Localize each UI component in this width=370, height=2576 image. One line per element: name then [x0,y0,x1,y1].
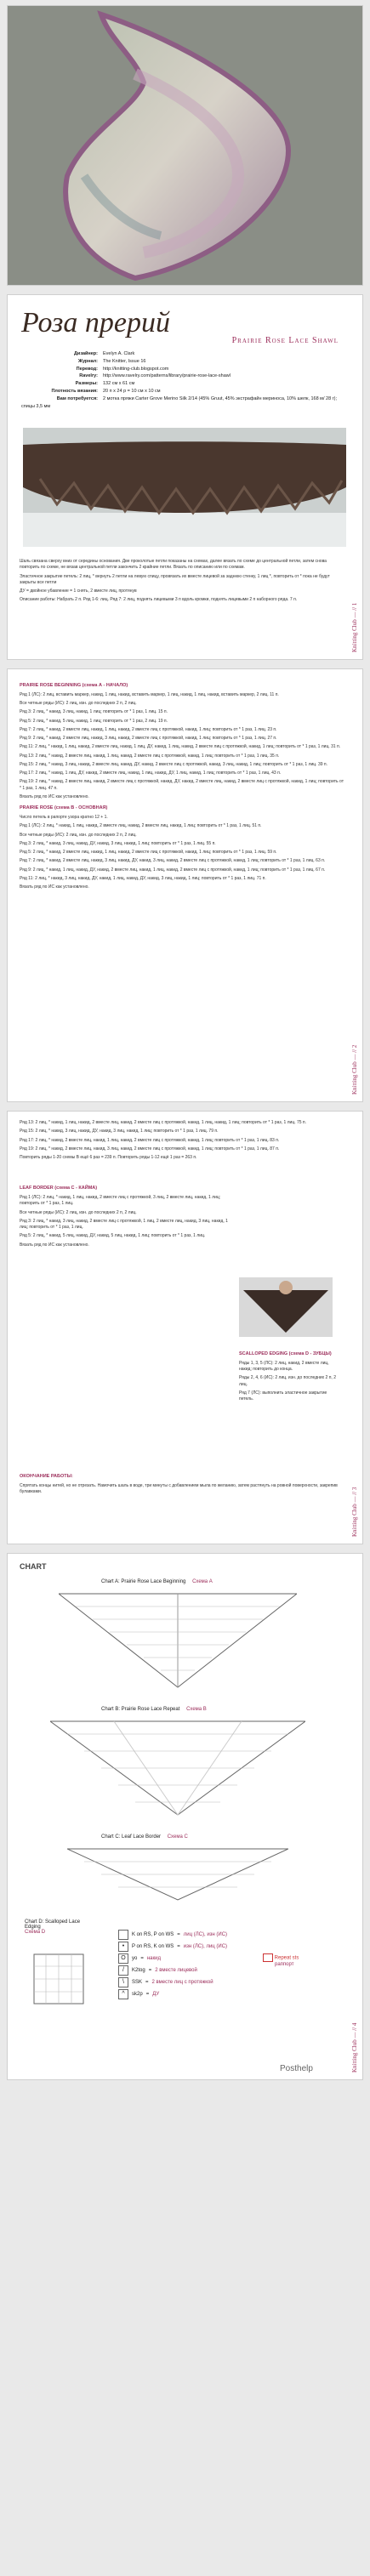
legend-equals: = [140,1956,144,1961]
chart-c-en: Chart C: Leaf Lace Border [101,1834,162,1840]
instruction-line: Ряд 13: 2 лиц, * накид, 1 лиц, накид, 2 вместе лиц, накид, 2 вместе лиц с протяжкой, накид, 1 лиц, накид, 1 лиц; повторить от * 1 раз, 1 лиц. 75 п. [20,1120,307,1125]
page-footer-3: Knitting Club — // 2 [351,1044,358,1095]
finishing-body [8,1460,363,1506]
legend-equals: = [148,1968,152,1973]
legend-row [118,1942,339,1952]
chart-b-grid [50,1717,305,1819]
instruction-line: Ряд 7: 2 лиц, * накид, 2 вместе лиц, накид, 1 лиц, накид, 2 вместе лиц с протяжкой, накид, 1 лиц; повторить от * 1 раз, 1 лиц. 23 п. [20,726,277,732]
instruction-line: Ряд 19: 2 лиц, * накид, 2 вместе лиц, накид, 2 вместе лиц с протяжкой, накид, ДУ, накид, 2 вместе лиц, накид, 2 вместе лиц с протяжкой, накид, 1 лиц; повторить от * 1 раз, 1 лиц. 47 п. [20,779,344,791]
legend-text: K on RS, P on WS [132,1932,174,1937]
page-footer-2: Knitting Club — // 1 [351,602,358,652]
meta-value: Evelyn A. Clark [103,351,135,356]
repeat-box-icon [263,1953,273,1962]
title-ru: Роза прерий [21,307,170,338]
meta-row [21,358,349,366]
meta-value: The Knitter, Issue 16 [103,358,146,364]
model-photo [239,1277,333,1337]
legend-symbol-icon: \ [118,1977,128,1987]
chart-b-ru: Схема В [186,1707,207,1712]
instruction-line: Ряды 1, 3, 5 (ЛС): 2 лиц, накид, 2 вместе лиц, накид; повторить до конца. [239,1360,329,1373]
chart-d-label [25,1919,84,1935]
instruction-line: Все четные ряды (ИС): 2 лиц, изн. до последних 2 п, 2 лиц. [20,832,137,838]
meta-row [21,395,349,411]
instruction-line: Ряд 17: 2 лиц, * накид, 2 вместе лиц, накид, 1 лиц, накид, 2 вместе лиц с протяжкой, накид, 1 лиц; повторить от * 1 раз, 1 лиц. 83 п. [20,1137,280,1143]
instruction-line: Ряд 5: 2 лиц, * накид, 5 лиц, накид, 1 лиц; повторить от * 1 раз, 2 лиц. 19 п. [20,718,168,724]
shawl-on-railing-photo [23,428,346,547]
instruction-line: Ряд 9: 2 лиц, * накид, 1 лиц, накид, ДУ, накид, 2 вместе лиц, накид, 1 лиц, накид, 2 вместе лиц с протяжкой, накид, 1 лиц; повторить от * 1 раз, 1 лиц. 67 п. [20,867,326,873]
charts-page [7,1553,363,2080]
instruction-line: Ряд 15: 2 лиц, * накид, 3 лиц, накид, ДУ, накид, 3 лиц, накид, 1 лиц; повторить от * 1 раз, 1 лиц. 79 п. [20,1129,219,1134]
shawl-photo [8,6,363,286]
legend-symbol-icon: • [118,1942,128,1952]
shawl-photo-card [7,5,363,286]
instructions-page-1 [7,668,363,1102]
legend-text-ru: ДУ [152,1992,160,1997]
instructions-body-1 [8,669,362,901]
repeat-ru: раппорт [275,1962,294,1967]
meta-key: Вам потребуется: [56,395,98,401]
legend-symbol-icon: O [118,1953,128,1964]
repeat-key [263,1953,299,1967]
instruction-line: Ряд 1 (ЛС): 2 лиц, * накид, 1 лиц, накид, 2 вместе лиц с протяжкой, 3 лиц, 2 вместе лиц, накид, 1 лиц; повторить от * 1 раз, 1 лиц. [20,1195,221,1207]
instruction-line: Ряд 1 (ЛС): 2 лиц, вставить маркер, накид, 1 лиц, накид, вставить маркер, 1 лиц, накид, 1 лиц, накид, вставить маркер, 2 лиц. 11 п. [20,691,279,697]
legend-text-ru: изн (ЛС), лиц (ИС) [183,1944,228,1949]
instruction-line: Ряд 5: 2 лиц, * накид, 2 вместе лиц, накид, 1 лиц, накид, 2 вместе лиц с протяжкой, накид, 1 лиц; повторить от * 1 раз, 1 лиц. 59 п. [20,850,277,856]
chart-a-en: Chart A: Prairie Rose Lace Beginning [101,1579,186,1584]
instruction-line: Все четные ряды (ИС): 2 лиц, изн. до последних 2 п, 2 лиц. [20,1209,137,1215]
meta-list [21,350,349,410]
legend-text: SSK [132,1980,143,1985]
legend-equals: = [145,1980,149,1985]
meta-key: Плотность вязания: [51,388,98,394]
chart-a-grid [59,1589,297,1692]
instruction-line: Спрятать концы нитей, но не отрезать. Намочить шаль в воде, три минуты с добавлением мыла по желанию, затем растянуть на ровной поверхности, закрепив булавками. [20,1482,338,1495]
chart-a-label [101,1579,213,1584]
section-heading: ОКОНЧАНИЕ РАБОТЫ: [20,1474,73,1479]
meta-key: Перевод: [76,366,98,372]
chart-b-label [101,1707,207,1712]
meta-key: Ravelry: [79,373,98,379]
instruction-line: Ряд 3: 2 лиц, * накид, 3 лиц, накид, ДУ, накид, 3 лиц, накид, 1 лиц; повторить от * 1 раз, 1 лиц. 55 п. [20,840,216,846]
legend-text: sk2p [132,1992,143,1997]
section-heading: SCALLOPED EDGING (схема D - ЗУБЦЫ) [239,1351,332,1356]
title-en: Prairie Rose Lace Shawl [231,336,339,345]
legend-text: K2tog [132,1968,145,1973]
meta-row [21,372,349,380]
chart-b-en: Chart B: Prairie Rose Lace Repeat [101,1707,180,1712]
legend-row [118,1977,339,1987]
instruction-line: Ряд 9: 2 лиц, * накид, 2 вместе лиц, накид, 3 лиц, накид, 2 вместе лиц с протяжкой, накид, 1 лиц; повторить от * 1 раз, 1 лиц. 27 п. [20,736,277,742]
meta-key: Дизайнер: [74,351,98,356]
meta-row [21,388,349,395]
meta-key: Журнал: [77,358,98,364]
instruction-line: Ряд 11: 2 лиц, * накид, 3 лиц, накид, ДУ, накид, 1 лиц, накид, ДУ, накид, 3 лиц, накид, 1 лиц; повторить от * 1 раз, 1 лиц. 71 п. [20,875,266,881]
legend-text-ru: лиц (ЛС), изн (ИС) [183,1932,228,1937]
instruction-line: Вязать ряд по ИС как установлено. [20,1242,89,1248]
instruction-line: Ряд 13: 2 лиц, * накид, 2 вместе лиц, накид, 1 лиц, накид, 2 вместе лиц с протяжкой, накид, 1 лиц; повторить от * 1 раз, 1 лиц. 35 п. [20,753,280,759]
chart-d-grid [33,1953,84,2005]
legend-row [118,1965,339,1976]
meta-key: Размеры: [75,381,98,387]
instruction-line: Ряд 17: 2 лиц, * накид, 1 лиц, ДУ, накид, 2 вместе лиц, накид, 1 лиц, накид, ДУ, 1 лиц, накид, 1 лиц; повторить от * 1 раз, 1 лиц. 43 п. [20,771,282,776]
legend-text-ru: 2 вместе лицевой [155,1968,197,1973]
repeat-en: Repeat sts [274,1955,299,1961]
instruction-line: Все четные ряды (ИС): 2 лиц, изн. до последних 2 п, 2 лиц. [20,701,137,707]
bind-off-text: Эластичное закрытие петель: 2 лиц, * вернуть 2 петли на левую спицу, провязать их вместе лицевой за заднюю стенку, 1 лиц *, повторить от * пока не будут закрыты все петли [20,573,330,585]
page-footer-5: Knitting Club — // 4 [351,2022,358,2073]
legend-text: P on RS, K on WS [132,1944,174,1949]
chart-a-ru: Схема А [192,1579,213,1584]
legend-text: yo [132,1956,138,1961]
meta-value: http://www.ravelry.com/patterns/library/prairie-rose-lace-shawl [103,373,231,379]
edging-body [236,1343,344,1408]
chart-d-en: Chart D: Scalloped Lace Edging [25,1919,81,1930]
instructions-body-2 [8,1112,362,1172]
chart-c-label [101,1834,188,1840]
instructions-page-2 [7,1111,363,1544]
leaf-border-body [8,1172,236,1260]
legend-symbol-icon [118,1930,128,1940]
meta-row [21,380,349,388]
legend-row [118,1953,339,1964]
instruction-line: Повторить ряды 1-20 схемы В ещё 6 раз = 239 п. Повторить ряды 1-12 ещё 1 раз = 263 п. [20,1155,197,1160]
abbrev-text: ДУ = двойное убавление = 1 снять, 2 вместе лиц, протянув [20,589,137,594]
instruction-line: Ряд 19: 2 лиц, * накид, 2 вместе лиц, накид, 3 лиц, накид, 2 вместе лиц с протяжкой, накид, 1 лиц; повторить от * 1 раз, 1 лиц. 87 п. [20,1146,280,1152]
legend-row [118,1930,339,1940]
meta-value: http://knitting-club.blogspot.com [103,366,169,372]
page-footer-4: Knitting Club — // 3 [351,1487,358,1537]
legend-text-ru: 2 вместе лиц с протяжкой [151,1980,213,1985]
work-text: Описание работы: Набрать 2 п. Ряд 1-6: лиц. Ряд 7: 2 лиц, поднять лицевыми 3 п вдоль кромки, поднять лицевыми 2 п наборного ряда. 7 п. [20,597,298,603]
instruction-line: Вязать ряд по ИС как установлено. [20,884,89,890]
chart-d-ru: Схема D [25,1930,46,1935]
meta-row [21,366,349,373]
instruction-line: Ряд 1 (ЛС): 2 лиц, * накид, 1 лиц, накид, 2 вместе лиц, накид, 2 вместе лиц, накид, 1 лиц; повторить от * 1 раз, 1 лиц. 51 п. [20,823,262,829]
meta-value: 2 мотка пряжи Carter Grove Merino Silk 2/14 (45% Gruut, 45% экстрафайн мериноса, 10% шелк, 168 м/ 28 г); спицы 3,5 мм [21,395,338,409]
instruction-line: Ряд 7 (ЛС): выполнить эластичное закрытие петель. [239,1390,327,1402]
chart-page-title: CHART [20,1562,47,1571]
chart-legend [118,1928,339,2001]
legend-symbol-icon: / [118,1965,128,1976]
watermark: Posthelp [280,2064,313,2073]
legend-text-ru: накид [146,1956,161,1961]
meta-value: 20 п х 24 р = 10 см х 10 см [103,388,161,394]
instruction-line: Ряд 11: 2 лиц, * накид, 1 лиц, накид, 2 вместе лиц, накид, 1 лиц, ДУ, накид, 1 лиц, накид, 2 вместе лиц с протяжкой, накид, 1 лиц; повторить от * 1 раз, 1 лиц. 31 п. [20,744,341,750]
instruction-line: Число петель в рапорте узора кратно 12 + 1. [20,815,108,821]
pattern-title-page [7,294,363,660]
legend-symbol-icon: ^ [118,1989,128,1999]
chart-c-ru: Схема С [167,1834,188,1840]
section-heading: LEAF BORDER (схема С - КАЙМА) [20,1186,98,1191]
instruction-line: Ряд 7: 2 лиц, * накид, 2 вместе лиц, накид, 3 лиц, накид, ДУ, накид, 3 лиц, накид, 2 вместе лиц с протяжкой, накид, 1 лиц; повторить от * 1 раз, 1 лиц. 63 п. [20,858,326,864]
instruction-line: Ряд 3: 2 лиц, * накид, 3 лиц, накид, 2 вместе лиц с протяжкой, 1 лиц, 2 вместе лиц, накид, 3 лиц, накид, 1 лиц; повторить от * 1 раз, 1 лиц. [20,1218,228,1231]
meta-row [21,350,349,358]
section-heading: PRAIRIE ROSE (схема В - ОСНОВНАЯ) [20,805,108,811]
legend-equals: = [177,1932,180,1937]
legend-row [118,1989,339,1999]
meta-value: 132 см х 61 см [103,381,135,387]
instruction-line: Ряд 5: 2 лиц, * накид, 5 лиц, накид, ДУ, накид, 5 лиц, накид, 1 лиц; повторить от * 1 раз, 1 лиц. [20,1233,206,1239]
legend-equals: = [145,1992,150,1997]
instruction-line: Ряды 2, 4, 6 (ИС): 2 лиц, изн. до последних 2 п, 2 лиц. [239,1375,336,1387]
instruction-line: Вязать ряд по ИС как установлено. [20,793,89,799]
legend-equals: = [177,1944,180,1949]
instruction-line: Ряд 3: 2 лиц, * накид, 3 лиц, накид, 1 лиц; повторить от * 1 раз, 1 лиц. 15 п. [20,709,168,715]
section-heading: PRAIRIE ROSE BEGINNING (схема А - НАЧАЛО) [20,683,128,688]
instruction-line: Ряд 15: 2 лиц, * накид, 3 лиц, накид, 2 вместе лиц, накид, ДУ, накид, 2 вместе лиц с протяжкой, накид, 3 лиц, накид, 1 лиц; повторить от * 1 раз, 1 лиц. 39 п. [20,761,327,767]
intro-text: Шаль связана сверху вниз от середины основания. Две проколотые петли показаны на схемах, далее вязать по схеме до центральной петли, затем снова повторить по схеме, не вязав центральной петли закончить 2 крайние петли. Вязать по описанию или по схемам. [20,559,327,571]
chart-c-grid [67,1845,288,1904]
